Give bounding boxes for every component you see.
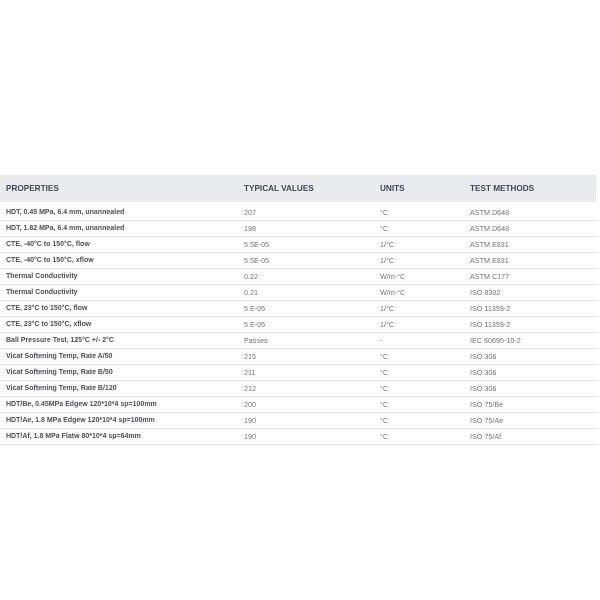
test-method-cell: ISO 11359-2: [470, 304, 511, 313]
test-method-cell: ISO 11359-2: [470, 320, 511, 329]
unit-cell: W/m-°C: [380, 272, 406, 281]
table-row: [0, 317, 596, 333]
property-cell: CTE, 23°C to 150°C, flow: [6, 305, 88, 312]
unit-cell: °C: [380, 368, 389, 377]
table-row: [0, 301, 596, 317]
unit-cell: °C: [380, 416, 389, 425]
unit-cell: 1/°C: [380, 320, 395, 329]
properties-table-container: [0, 175, 596, 445]
unit-cell: °C: [380, 224, 389, 233]
unit-cell: W/m-°C: [380, 288, 406, 297]
property-cell: Vicat Softening Temp, Rate B/50: [6, 369, 113, 376]
property-cell: Thermal Conductivity: [6, 273, 78, 280]
property-cell: Vicat Softening Temp, Rate B/120: [6, 385, 117, 392]
property-cell: HDT/Af, 1.8 MPa Flatw 80*10*4 sp=64mm: [6, 433, 141, 440]
table-body: [0, 202, 596, 445]
typical-value-cell: 211: [244, 368, 256, 377]
typical-value-cell: 190: [244, 416, 256, 425]
table-row: [0, 333, 596, 349]
test-method-cell: ISO 75/Ae: [470, 416, 504, 425]
property-cell: HDT, 0.45 MPa, 6.4 mm, unannealed: [6, 209, 125, 216]
typical-value-cell: Passes: [244, 336, 268, 345]
table-row: [0, 349, 596, 365]
test-method-cell: ISO 75/Be: [470, 400, 504, 409]
table-row: [0, 397, 596, 413]
table-row: [0, 285, 596, 301]
header-units[interactable]: UNITS: [374, 175, 464, 202]
unit-cell: -: [380, 336, 383, 345]
unit-cell: °C: [380, 432, 389, 441]
typical-value-cell: 198: [244, 224, 256, 233]
table-row: [0, 413, 596, 429]
table-row: [0, 269, 596, 285]
property-cell: CTE, -40°C to 150°C, xflow: [6, 257, 94, 264]
table-row: [0, 365, 596, 381]
thermal-properties-table: [0, 175, 596, 445]
header-test-methods[interactable]: TEST METHODS: [464, 175, 596, 202]
property-cell: HDT, 1.82 MPa, 6.4 mm, unannealed: [6, 225, 125, 232]
typical-value-cell: 0.22: [244, 272, 258, 281]
header-typical-values[interactable]: TYPICAL VALUES: [238, 175, 374, 202]
test-method-cell: ASTM D648: [470, 208, 510, 217]
property-cell: Ball Pressure Test, 125°C +/- 2°C: [6, 337, 114, 344]
property-cell: Vicat Softening Temp, Rate A/50: [6, 353, 113, 360]
test-method-cell: ISO 75/Af: [470, 432, 502, 441]
property-cell: Thermal Conductivity: [6, 289, 78, 296]
unit-cell: °C: [380, 384, 389, 393]
unit-cell: 1/°C: [380, 240, 395, 249]
unit-cell: 1/°C: [380, 304, 395, 313]
typical-value-cell: 0.21: [244, 288, 258, 297]
property-cell: CTE, -40°C to 150°C, flow: [6, 241, 90, 248]
table-row: [0, 429, 596, 445]
typical-value-cell: 5.E-05: [244, 320, 266, 329]
typical-value-cell: 207: [244, 208, 256, 217]
typical-value-cell: 5.E-05: [244, 304, 266, 313]
table-header-row: [0, 175, 596, 202]
table-row: [0, 381, 596, 397]
typical-value-cell: 215: [244, 352, 256, 361]
property-cell: HDT/Be, 0.45MPa Edgew 120*10*4 sp=100mm: [6, 401, 157, 408]
typical-value-cell: 190: [244, 432, 256, 441]
property-cell: CTE, 23°C to 150°C, xflow: [6, 321, 92, 328]
property-cell: HDT/Ae, 1.8 MPa Edgew 120*10*4 sp=100mm: [6, 417, 155, 424]
typical-value-cell: 212: [244, 384, 256, 393]
test-method-cell: ASTM C177: [470, 272, 510, 281]
test-method-cell: ISO 306: [470, 384, 497, 393]
test-method-cell: ISO 306: [470, 352, 497, 361]
unit-cell: °C: [380, 352, 389, 361]
table-row: [0, 202, 596, 221]
table-row: [0, 253, 596, 269]
unit-cell: 1/°C: [380, 256, 395, 265]
test-method-cell: IEC 60695-10-2: [470, 336, 521, 345]
header-properties[interactable]: PROPERTIES: [0, 175, 238, 202]
unit-cell: °C: [380, 400, 389, 409]
unit-cell: °C: [380, 208, 389, 217]
typical-value-cell: 5.5E-05: [244, 240, 270, 249]
test-method-cell: ASTM E831: [470, 240, 509, 249]
table-row: [0, 221, 596, 237]
test-method-cell: ASTM E831: [470, 256, 509, 265]
test-method-cell: ISO 8302: [470, 288, 501, 297]
typical-value-cell: 5.5E-05: [244, 256, 270, 265]
table-row: [0, 237, 596, 253]
test-method-cell: ASTM D648: [470, 224, 510, 233]
test-method-cell: ISO 306: [470, 368, 497, 377]
typical-value-cell: 200: [244, 400, 256, 409]
